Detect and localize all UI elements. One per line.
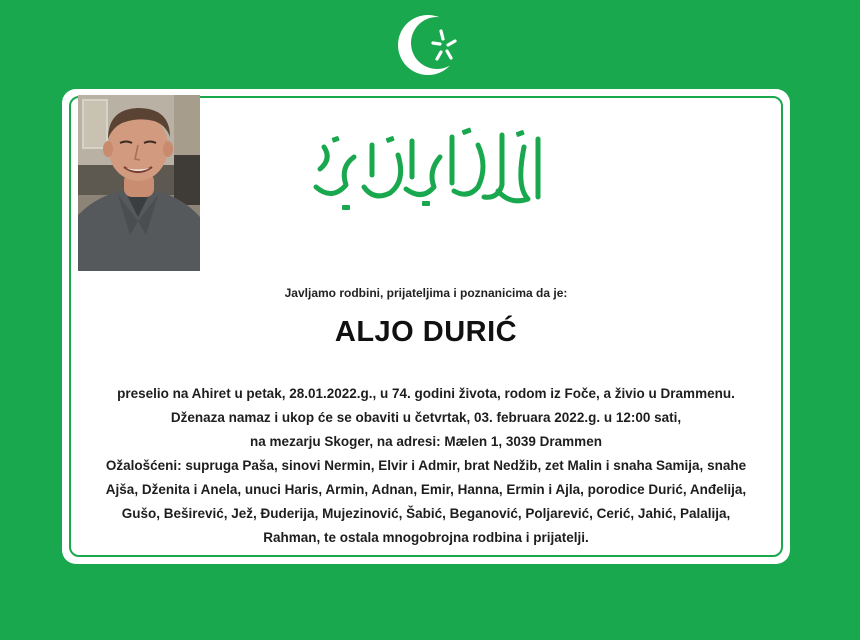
mourners-line: Gušo, Beširević, Jež, Đuderija, Mujezinović, Šabić, Beganović, Poljarević, Cerić, Jahić, Palalija, [121,506,731,521]
announcement-line: Dženaza namaz i ukop će se obaviti u četvrtak, 03. februara 2022.g. u 12:00 sati, [170,410,682,425]
announcement-body [72,382,780,550]
obituary-card [62,89,790,564]
mourners-line: Ajša, Dženita i Anela, unuci Haris, Armin, Adnan, Emir, Hanna, Ermin i Ajla, porodice Durić, Anđelija, [105,482,747,497]
deceased-name: ALJO DURIĆ [334,316,518,348]
mourners-line: Rahman, te ostala mnogobrojna rodbina i prijatelji. [263,530,589,545]
mourners-line: Ožalošćeni: supruga Paša, sinovi Nermin, Elvir i Admir, brat Nedžib, zet Malin i snaha Samija, snahe [105,458,747,473]
crescent-star-icon [395,12,465,78]
announcement-line: preselio na Ahiret u petak, 28.01.2022.g., u 74. godini života, rodom iz Foče, a živio u Drammenu. [117,386,735,401]
arabic-calligraphy-icon [302,127,552,217]
portrait-photo [78,95,200,271]
announcement-line: na mezarju Skoger, na adresi: Mælen 1, 3039 Drammen [250,434,602,449]
intro-text: Javljamo rodbini, prijateljima i poznanicima da je: [284,286,568,300]
